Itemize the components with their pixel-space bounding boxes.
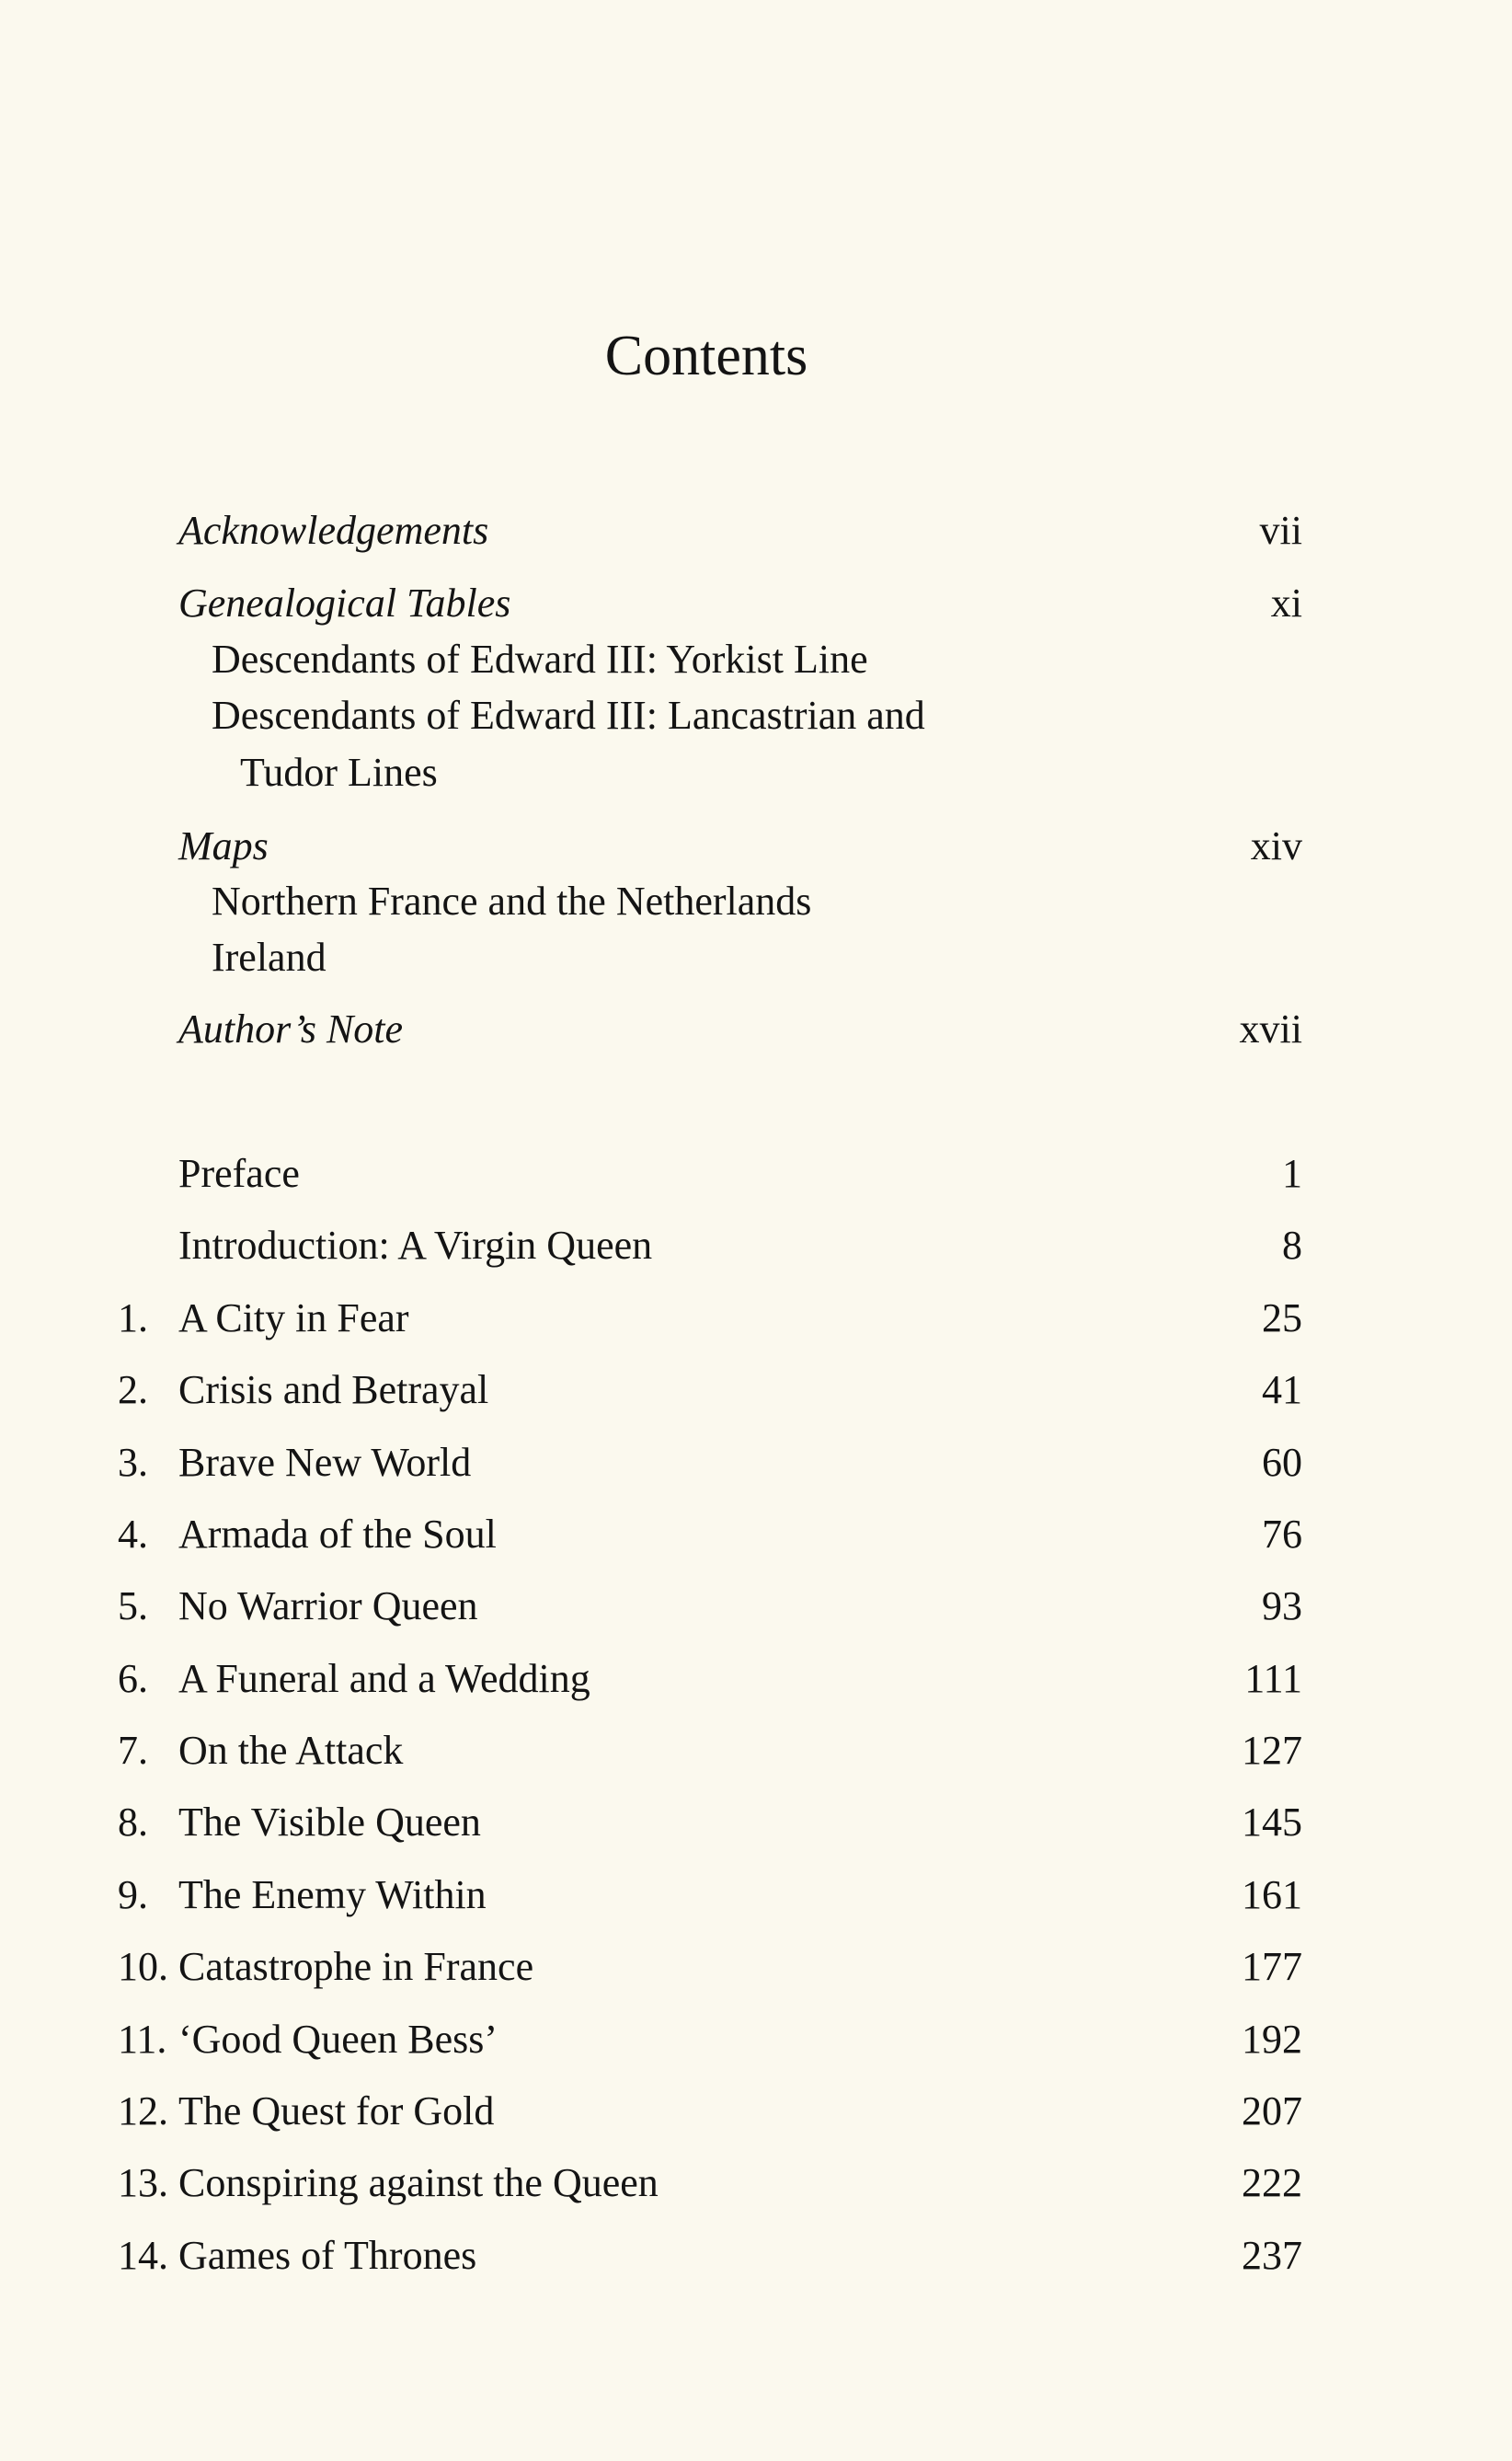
page-number: 161 bbox=[1242, 1871, 1302, 1917]
toc-entry bbox=[0, 1795, 1512, 1850]
toc-entry bbox=[0, 632, 1512, 687]
page-number: 25 bbox=[1262, 1294, 1302, 1340]
toc-entry bbox=[0, 1363, 1512, 1418]
entry-title: No Warrior Queen bbox=[178, 1583, 478, 1629]
chapter-number: 8. bbox=[118, 1800, 148, 1846]
entry-title: Author’s Note bbox=[178, 1006, 404, 1052]
entry-title: The Enemy Within bbox=[178, 1871, 487, 1917]
page-number: 111 bbox=[1244, 1655, 1302, 1701]
toc-entry bbox=[0, 2012, 1512, 2067]
entry-title: A City in Fear bbox=[178, 1294, 409, 1340]
chapter-number: 13. bbox=[118, 2160, 168, 2206]
chapter-number: 7. bbox=[118, 1728, 148, 1774]
entry-title: Conspiring against the Queen bbox=[178, 2160, 659, 2206]
entry-title: Maps bbox=[178, 822, 269, 868]
chapter-number: 2. bbox=[118, 1367, 148, 1413]
page-title: Contents bbox=[604, 325, 808, 387]
toc-entry bbox=[0, 745, 1512, 800]
toc-entry bbox=[0, 1291, 1512, 1346]
page-number: 177 bbox=[1242, 1944, 1302, 1990]
toc-entry bbox=[0, 1939, 1512, 1995]
toc-entry bbox=[0, 874, 1512, 929]
page-number: 145 bbox=[1242, 1800, 1302, 1846]
page-number: xiv bbox=[1250, 822, 1302, 868]
toc-entry bbox=[0, 2084, 1512, 2139]
toc-entry bbox=[0, 1579, 1512, 1634]
entry-title: Crisis and Betrayal bbox=[178, 1367, 489, 1413]
page-number: 237 bbox=[1242, 2232, 1302, 2278]
entry-title: A Funeral and a Wedding bbox=[178, 1655, 590, 1701]
entry-title: On the Attack bbox=[178, 1728, 404, 1774]
entry-title: Ireland bbox=[212, 934, 326, 980]
entry-title: The Quest for Gold bbox=[178, 2087, 495, 2133]
page-number: xi bbox=[1270, 580, 1302, 626]
page-number: 222 bbox=[1242, 2160, 1302, 2206]
toc-entry bbox=[0, 1435, 1512, 1490]
toc-entry bbox=[0, 930, 1512, 985]
chapter-number: 3. bbox=[118, 1439, 148, 1485]
toc-entry bbox=[0, 1723, 1512, 1778]
entry-title: Acknowledgements bbox=[178, 508, 489, 554]
entry-title: ‘Good Queen Bess’ bbox=[178, 2016, 498, 2062]
toc-entry bbox=[0, 1218, 1512, 1273]
toc-entry bbox=[0, 503, 1512, 558]
entry-title: Games of Thrones bbox=[178, 2232, 477, 2278]
toc-entry bbox=[0, 1507, 1512, 1562]
page-number: 60 bbox=[1262, 1439, 1302, 1485]
toc-entry bbox=[0, 2228, 1512, 2283]
chapter-number: 14. bbox=[118, 2232, 168, 2278]
entry-title: Descendants of Edward III: Yorkist Line bbox=[212, 637, 868, 683]
chapter-number: 4. bbox=[118, 1511, 148, 1557]
entry-title: Tudor Lines bbox=[240, 749, 438, 795]
page-number: 8 bbox=[1282, 1223, 1302, 1269]
toc-entry bbox=[0, 819, 1512, 874]
chapter-number: 12. bbox=[118, 2087, 168, 2133]
page-number: 76 bbox=[1262, 1511, 1302, 1557]
entry-title: Introduction: A Virgin Queen bbox=[178, 1223, 653, 1269]
chapter-number: 11. bbox=[118, 2016, 167, 2062]
entry-title: Genealogical Tables bbox=[178, 580, 511, 626]
entry-title: Northern France and the Netherlands bbox=[212, 878, 812, 924]
toc-entry bbox=[0, 1868, 1512, 1923]
toc-entry bbox=[0, 1002, 1512, 1057]
page-number: xvii bbox=[1239, 1006, 1302, 1052]
page-number: 93 bbox=[1262, 1583, 1302, 1629]
entry-title: Armada of the Soul bbox=[178, 1511, 497, 1557]
toc-entry bbox=[0, 1651, 1512, 1707]
entry-title: Catastrophe in France bbox=[178, 1944, 534, 1990]
toc-entry bbox=[0, 688, 1512, 743]
page-number: 41 bbox=[1262, 1367, 1302, 1413]
chapter-number: 6. bbox=[118, 1655, 148, 1701]
toc-entry bbox=[0, 2156, 1512, 2211]
page-number: 207 bbox=[1242, 2087, 1302, 2133]
chapter-number: 10. bbox=[118, 1944, 168, 1990]
page-number: 127 bbox=[1242, 1728, 1302, 1774]
page-number: vii bbox=[1259, 508, 1302, 554]
entry-title: Descendants of Edward III: Lancastrian and bbox=[212, 693, 925, 739]
page-number: 192 bbox=[1242, 2016, 1302, 2062]
entry-title: Preface bbox=[178, 1151, 300, 1196]
chapter-number: 5. bbox=[118, 1583, 148, 1629]
toc-entry bbox=[0, 1146, 1512, 1202]
entry-title: Brave New World bbox=[178, 1439, 472, 1485]
chapter-number: 1. bbox=[118, 1294, 148, 1340]
toc-entry bbox=[0, 576, 1512, 631]
chapter-number: 9. bbox=[118, 1871, 148, 1917]
entry-title: The Visible Queen bbox=[178, 1800, 481, 1846]
page-number: 1 bbox=[1282, 1151, 1302, 1196]
